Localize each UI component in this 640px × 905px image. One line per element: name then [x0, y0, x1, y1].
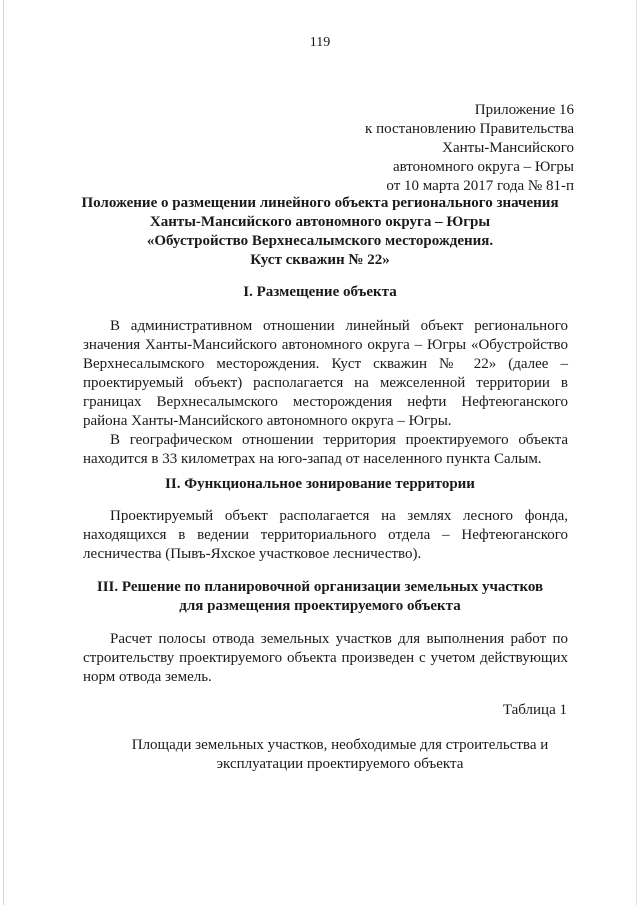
section-3-paragraph-1: Расчет полосы отвода земельных участков для выполнения работ по строительству проектируемого объекта произведен с учетом действующих норм отвода земель. [83, 631, 568, 685]
section-1-heading-text: I. Размещение объекта [243, 284, 397, 300]
section-1-heading [60, 283, 580, 302]
title-line: Куст скважин № 22» [250, 252, 390, 268]
section-3-heading [60, 578, 580, 616]
title-line: Положение о размещении линейного объекта регионального значения [81, 195, 559, 211]
section-1-paragraph-2: В географическом отношении территория проектируемого объекта находится в 33 километрах на юго-запад от населенного пункта Салым. [83, 432, 568, 467]
title-line: «Обустройство Верхнесалымского месторождения. [146, 233, 494, 249]
scan-edge-right [636, 0, 637, 905]
appendix-line: к постановлению Правительства [365, 121, 574, 137]
appendix-line: автономного округа – Югры [392, 159, 574, 175]
section-3-heading-line: для размещения проектируемого объекта [179, 598, 461, 614]
section-2-paragraph-1: Проектируемый объект располагается на землях лесного фонда, находящихся в ведении территориального отдела – Нефтеюганского лесничества (Пывъ-Яхское участковое лесничество). [83, 508, 568, 562]
section-3-heading-line: III. Решение по планировочной организации земельных участков [96, 579, 544, 595]
appendix-line: Ханты-Мансийского [442, 140, 574, 156]
section-2-heading [60, 475, 580, 494]
title-line: Ханты-Мансийского автономного округа – Югры [149, 214, 491, 230]
section-2-heading-text: II. Функциональное зонирование территории [165, 476, 475, 492]
table-label: Таблица 1 [502, 702, 567, 718]
appendix-line: от 10 марта 2017 года № 81-п [386, 178, 574, 194]
page-number: 119 [309, 35, 331, 50]
appendix-block [365, 101, 574, 196]
scan-edge-left [3, 0, 4, 905]
table-caption [60, 736, 620, 774]
appendix-line: Приложение 16 [474, 102, 574, 118]
table-caption-line: эксплуатации проектируемого объекта [216, 756, 464, 772]
table-caption-line: Площади земельных участков, необходимые для строительства и [131, 737, 549, 753]
section-1-paragraph-1: В административном отношении линейный объект регионального значения Ханты-Мансийского автономного округа – Югры «Обустройство Верхнесалымского месторождения. Куст скважин № 22» (далее – проектируемый объект) располагается на межселенной территории в границах Верхнесалымского месторождения нефти Нефтеюганского района Ханты-Мансийского автономного округа – Югры. [83, 318, 568, 429]
document-title [60, 194, 580, 270]
